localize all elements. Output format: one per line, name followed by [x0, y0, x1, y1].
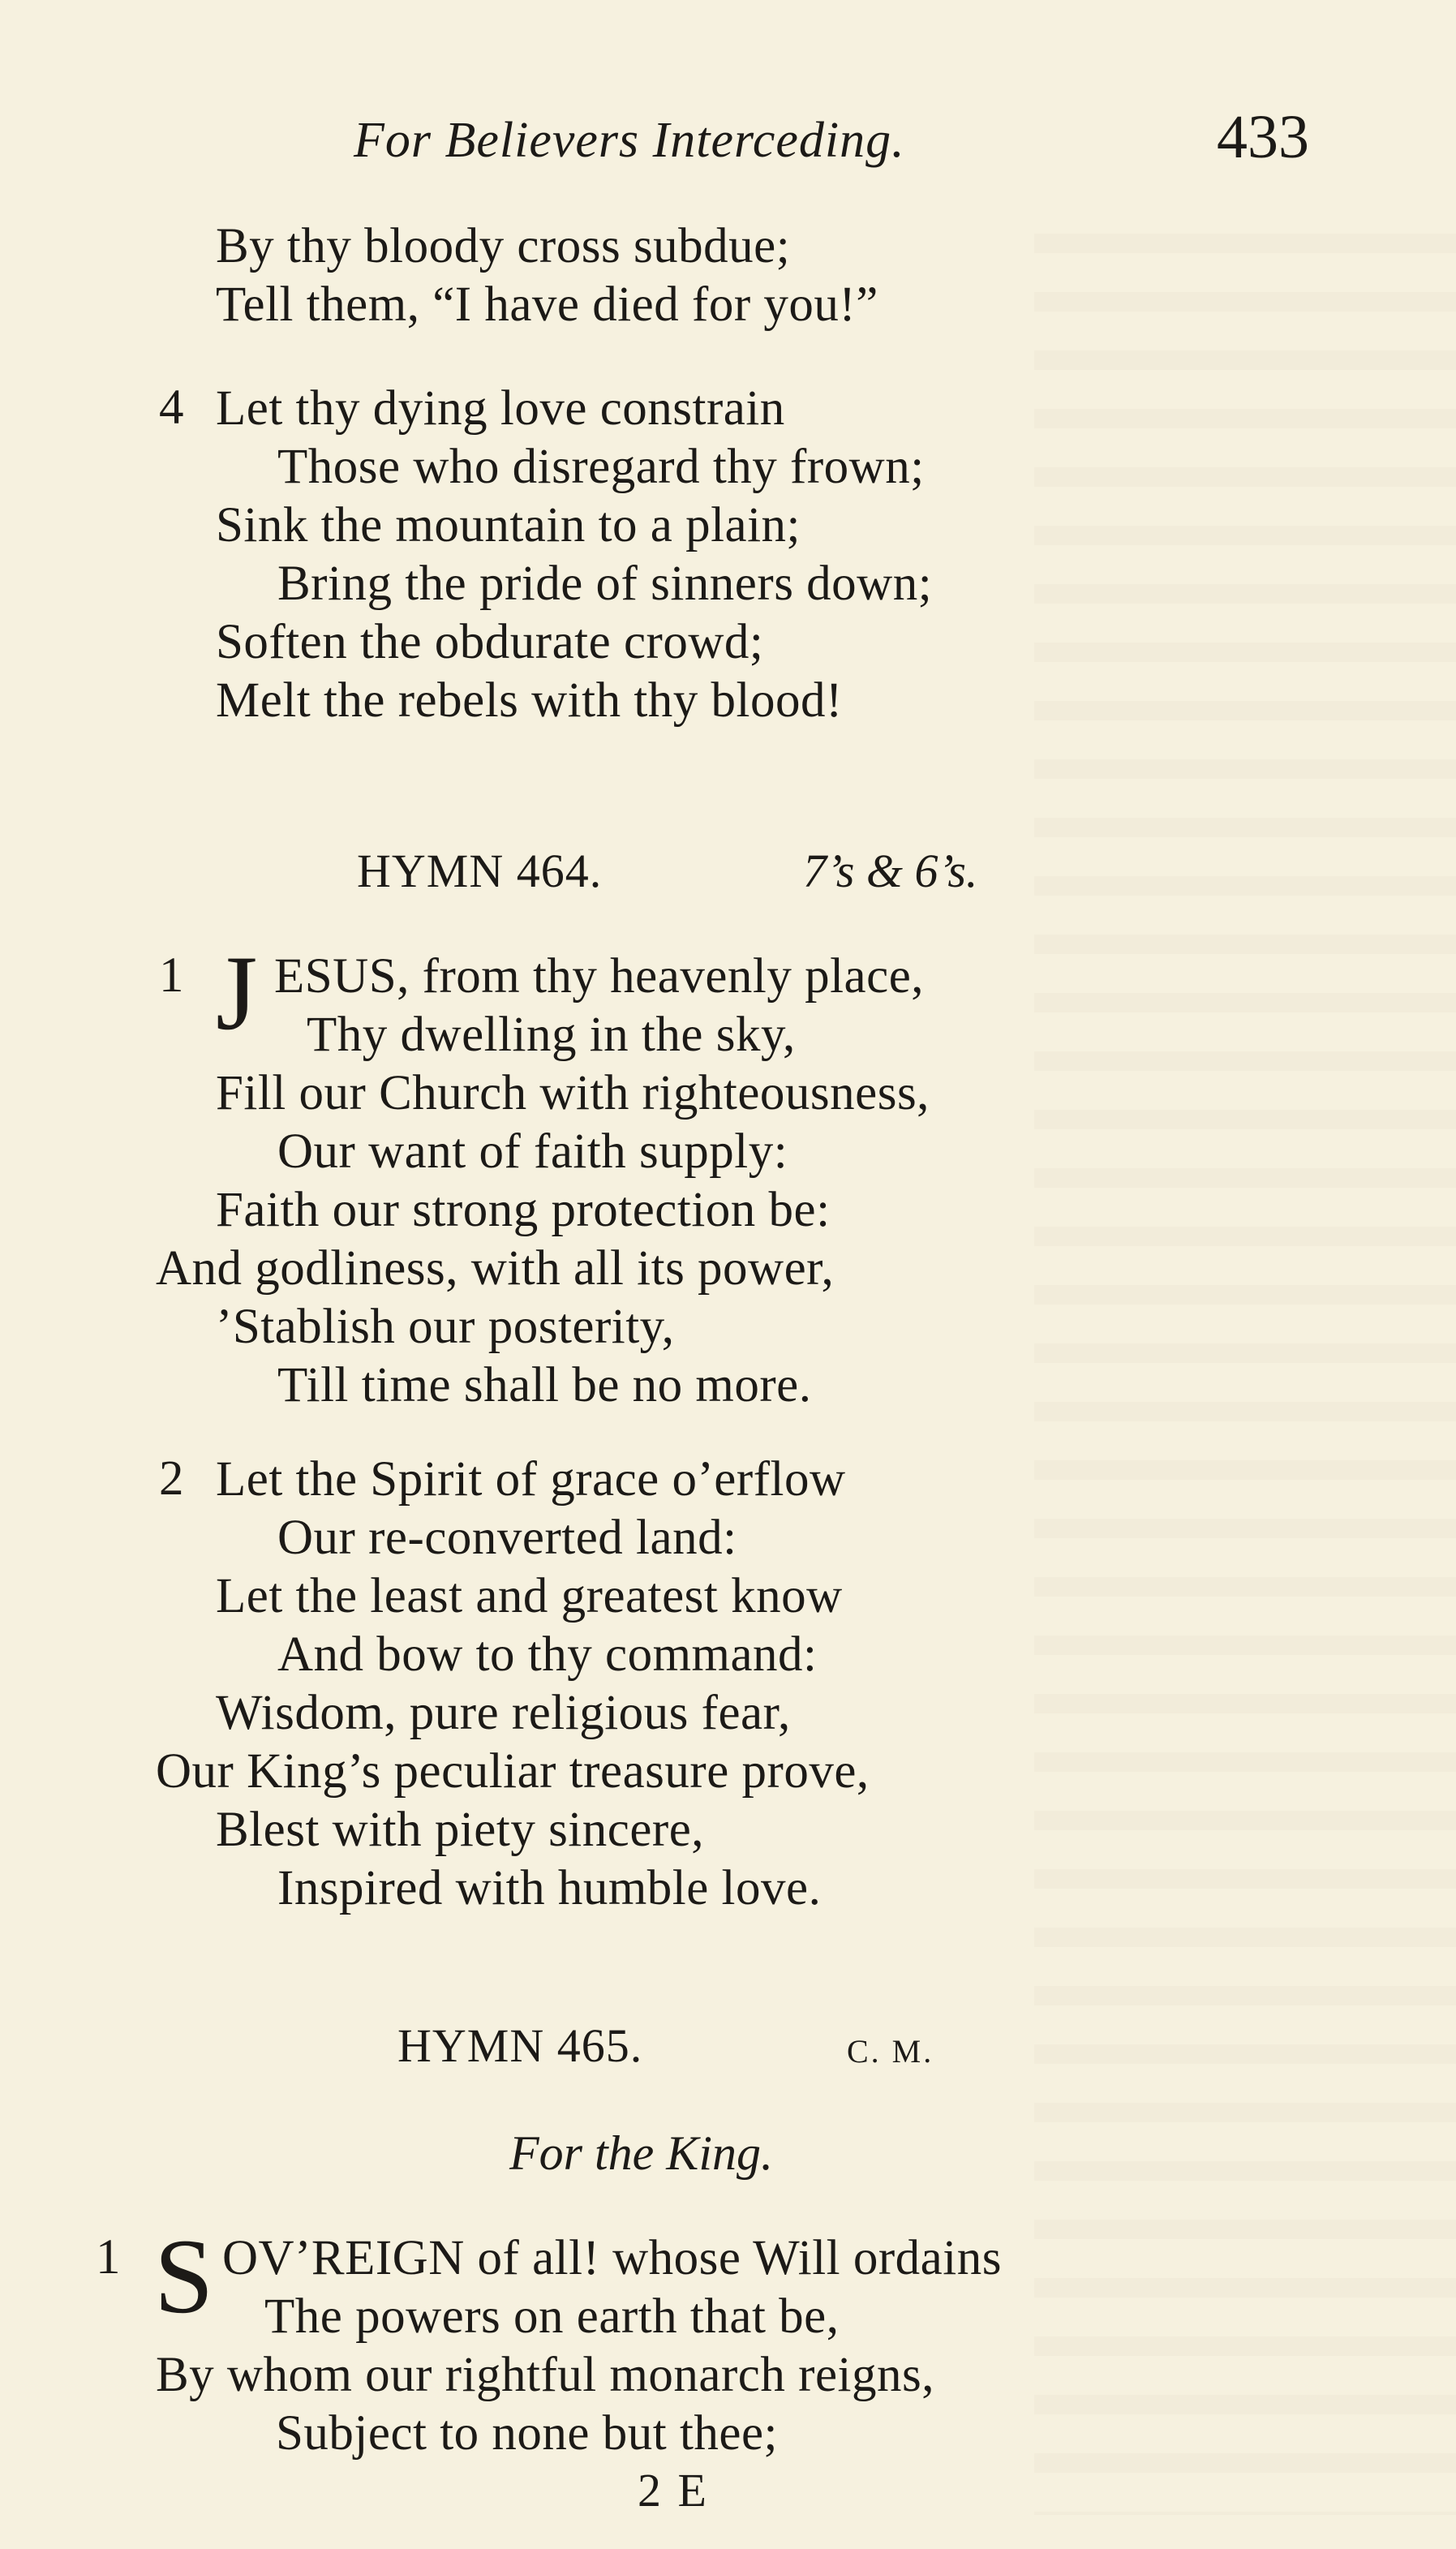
verse-line: Those who disregard thy frown;	[277, 440, 925, 494]
hymn-464-meter: 7’s & 6’s.	[803, 845, 978, 897]
verse-line: The powers on earth that be,	[264, 2289, 840, 2344]
verse-number: 1	[96, 2230, 121, 2285]
verse-line: And godliness, with all its power,	[156, 1241, 835, 1296]
verse-number: 4	[159, 380, 184, 435]
hymn-464-title: HYMN 464.	[357, 845, 603, 897]
drop-cap: J	[216, 933, 258, 1052]
verse-line: By whom our rightful monarch reigns,	[156, 2348, 934, 2402]
verse-line: Let the Spirit of grace o’erflow	[216, 1452, 846, 1507]
verse-line: ESUS, from thy heavenly place,	[274, 949, 925, 1004]
verse-line: Faith our strong protection be:	[216, 1183, 831, 1237]
verse-line: Fill our Church with righteousness,	[216, 1066, 930, 1120]
verse-line: Wisdom, pure religious fear,	[216, 1686, 791, 1740]
verse-line: Blest with piety sincere,	[216, 1803, 705, 1857]
drop-cap: S	[154, 2216, 214, 2336]
hymn-465-subtitle: For the King.	[509, 2126, 773, 2180]
verse-line: By thy bloody cross subdue;	[216, 219, 791, 273]
verse-number: 1	[159, 948, 184, 1003]
verse-line: OV’REIGN of all! whose Will ordains	[222, 2231, 1002, 2285]
verse-line: Bring the pride of sinners down;	[277, 557, 933, 611]
verse-line: Our King’s peculiar treasure prove,	[156, 1744, 870, 1799]
verse-line: Inspired with humble love.	[277, 1861, 822, 1915]
hymn-465-meter: C. M.	[847, 2033, 934, 2070]
bleed-through-texture	[1034, 195, 1456, 2515]
verse-line: Soften the obdurate crowd;	[216, 615, 764, 669]
running-title: For Believers Interceding.	[354, 113, 905, 168]
verse-line: ’Stablish our posterity,	[216, 1300, 675, 1354]
verse-line: Our want of faith supply:	[277, 1124, 788, 1179]
verse-line: Our re-converted land:	[277, 1511, 737, 1565]
verse-line: Tell them, “I have died for you!”	[216, 277, 878, 332]
verse-line: Sink the mountain to a plain;	[216, 498, 801, 552]
signature-mark: 2 E	[638, 2464, 709, 2517]
verse-line: And bow to thy command:	[277, 1627, 818, 1682]
page-number: 433	[1217, 103, 1309, 171]
verse-line: Thy dwelling in the sky,	[307, 1008, 796, 1062]
hymn-465-title: HYMN 465.	[397, 2019, 643, 2072]
verse-line: Subject to none but thee;	[276, 2406, 778, 2461]
verse-number: 2	[159, 1451, 184, 1506]
verse-line: Melt the rebels with thy blood!	[216, 673, 843, 728]
verse-line: Let thy dying love constrain	[216, 381, 785, 436]
verse-line: Let the least and greatest know	[216, 1569, 843, 1623]
verse-line: Till time shall be no more.	[277, 1358, 812, 1412]
